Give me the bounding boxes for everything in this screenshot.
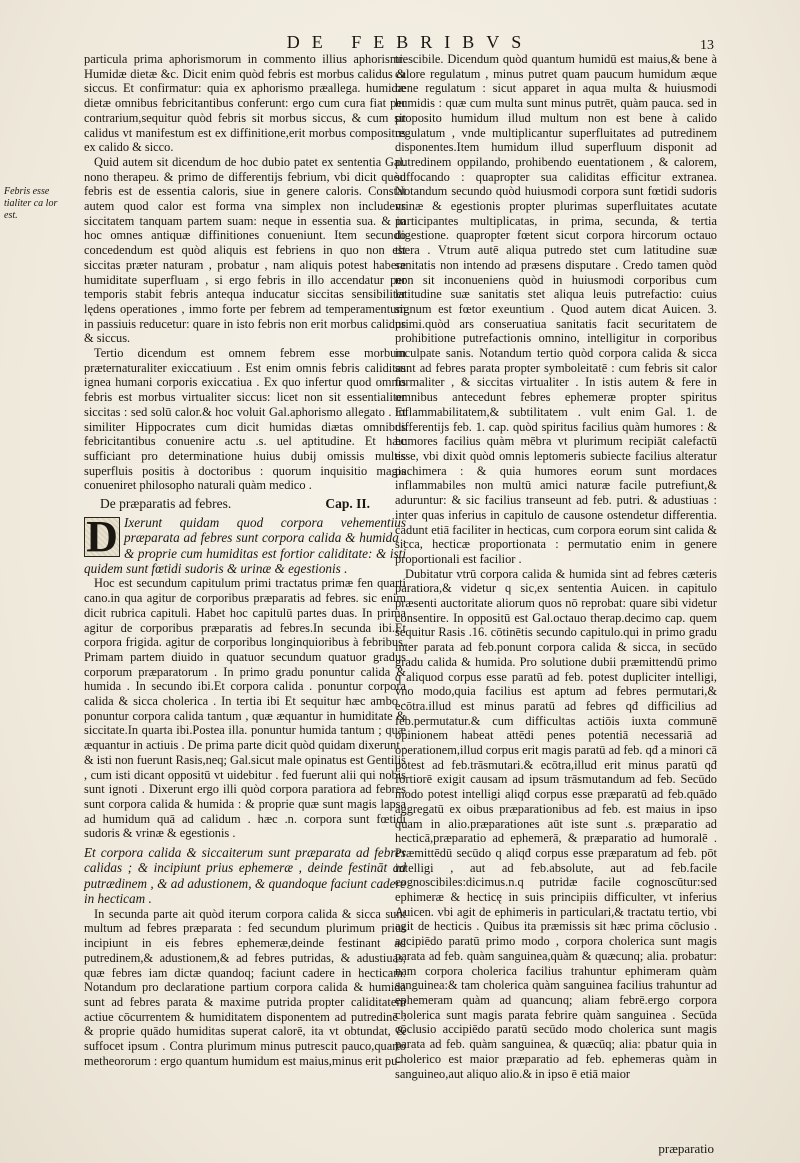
paragraph: trescibile. Dicendum quòd quantum humidū est maius,& bene à calore regulatum , minus putret quam paucum humidum æque bene regulatum : sicut apparet in aqua multa & huiusmodi humidis : quæ cum multa sunt minus putrēt, quàm pauca. sed in proposito humidum illud multum non est bene à calido regulatum , vnde multiplicantur superfluitates ad putredinem disponentes.Item humidum illud superfluum disponit ad putredinem oppilando, prohibendo euentationem , & calorem, suffocando : quapropter sua caliditas efficitur extranea. Notandum secundo quòd huiusmodi corpora sunt fœtidi sudoris vrinæ & egestionis propter plurimas superfluitates acutate participantes multiplicatas, in prima, secunda, & tertia digestione. quapropter fœtent sicut corpora hircorum octauo thera . Vtrum autē aliqua putredo stet cum latitudine suæ sanitatis non intendo ad præsens disputare . Credo tamen quòd non sit inconueniens quòd in huiusmodi corporibus cum latitudine suæ sanitatis stet aliqua leuis putrefactio: cuius signum est fœtor exeuntium . Quod autem dicat Auicen. 3. primi.quòd ars conseruatiua sanitatis facit securitatem de prohibitione putrefactionis omnino, intelligitur in corporibus inculpate sanis. Notandum tertio quòd corpora calida & sicca sunt ad febres parata propter symboleitatē : cum febris sit calor formaliter , & siccitas virtualiter . In istis autem & fere in omnibus antecedunt febres ephemeræ propter spiritus inflammabilitatem,& subtilitatem . vult enim Gal. 1. de differentijs feb. 1. cap. quòd spiritus facilius quàm humores : & humores facilius quàm mēbra vt plurimum recipiāt calefactū esse, vbi dixit quòd omnis leptomeris subiecte facilius alteratur pachimera : & quia humores eorum sunt mordaces inflammabiles non multū amici naturæ facile putrefiunt,& aduruntur: & sic facilius transeunt ad feb. putri. & adustiuas : inter quas inferius in capitulo de causone ostendetur differentia. cadunt etiā faciliter in hecticas, cum corpora eorum sint calida & sicca, hecticæ proportionata : permutatio enim in genere proportionali est facilior . bbox=[395, 52, 717, 566]
margin-note: Febris esse tialiter ca lor est. bbox=[4, 186, 58, 221]
drop-cap-initial: D bbox=[84, 517, 120, 557]
lemma-quotation: Et corpora calida & siccaiterum sunt præparata ad febres calidas ; & incipiunt prius ephemeræ , deinde festināt ad putrædinem , & ad adustionem, & quandoque faciunt cadere in hecticam . bbox=[84, 845, 406, 907]
lemma-text: Ixerunt quidam quod corpora vehementius præparata ad febres sunt corpora calida & humida , & proprie cum humiditas est fortior caliditate: & isti quidem sunt fœtidi sudoris & urinæ & egestionis . bbox=[84, 514, 406, 577]
right-column bbox=[395, 52, 717, 1081]
chapter-number: Cap. II. bbox=[325, 496, 370, 512]
paragraph: Dubitatur vtrū corpora calida & humida sint ad febres cæteris paratiora,& videtur q sic,ex sententia Auicen. in capitulo præsenti auctoritate aliorum quos nō reprobat: quare sibi videtur consentire. In oppositū est Gal.octauo therap.decimo cap. quem sequitur Rasis .16. cōtinētis secundo capitulo.qui in primo gradu inter parata ad feb.ponunt corpora calida & sicca, in secūdo gradu calida & humida. Pro solutione dubii præmittendū primo q aliquod corpus esse paratū ad feb. potest dupliciter intelligi, vno modo,quia facilius est aptum ad febres permutari,& ecōtra.illud est minus paratū ad febres qđ difficilius ad feb.permutatur.& cum difficultas actiōis iuxta communē opinionem habeat attēdi penes potentiā necessariā ad operationem,illud corpus erit magis paratū ad feb. qđ a minori cā potest ad feb.trāsmutari.& ecōtra,illud erit minus paratū qđ fortiorē exigit causam ad ipsum trāsmutandum ad feb. Secūdo modo potest intelligi aliqđ corpus esse præparatū ad feb.quādo aggregatū ex oibus præparationibus ad feb. est maius in ipso quam in alio.præparationes aūt iste sunt .s. præparatio ad hecticā,præparatio ad ephemerā, & præparatio ad humoralē . Præmittēdū secūdo q aliqđ corpus esse præparatum ad feb. pōt intelligi , aut ad feb.absolute, aut ad feb.facile cognoscibiles:dicimus.n.q putridæ facile cognoscūtur:sed ephimeræ & hecticę in suis principiis difficulter, vt inferius Auicen. vbi agit de ephimeris in particulari,& tractatu tertio, vbi agit de hecticis . Quibus ita præmissis sit hæc prima cōclusio . accipiēdo paratū primo modo , corpora cholerica sunt magis parata ad feb. quàm sanguinea,quàm & quæcunq; alia. probatur: nam corpora cholerica facilius trahuntur ephimeram quàm sanguinea:& tam cholerica quàm sanguinea facilius trahuntur ad ephemeram quàm ad quancunq; aliam febrē.ergo corpora cholerica sunt magis parata febrire quàm sanguinea . Secūda cōclusio accipiēdo paratū secūdo modo cholerica sunt magis parata ad feb. quàm sanguinea, & quæcūq; alia: pbatur quia in cholerico est maior præparatio ad feb. ephemeras quàm in sanguineo,aut aliquo alio.& in ipso ē etiā maior bbox=[395, 566, 717, 1081]
chapter-heading bbox=[84, 497, 406, 512]
paragraph: Quid autem sit dicendum de hoc dubio patet ex sententia Gal. nono therapeu. & primo de differentijs febrium, vbi dicit quòd febris est de essentia caloris, siue in genere caloris. Constat autem quod calor est forma vna simplex non includens siccitatem tanquam partem suam: neque in essentia sua. & in hoc omnes antiquæ diffinitiones conueniunt. Item secundo concedendum est quòd aliquis est febriens in quo non est siccitas præter naturam , probatur , nam aliquis potest habere humiditate superfluam , si ergo febris in illo accendatur per temporis stabit febris antequa inducatur siccitas sensibiliter lędens operationes , immo forte per febrem ad temperamentum in passiuis reducetur: quare in isto febris non erit morbus calidus & siccus. bbox=[84, 154, 406, 346]
paragraph: Hoc est secundum capitulum primi tractatus primæ fen quarti cano.in qua agitur de corporibus præparatis ad febres. sic enim dicit rubrica capituli. Habet hoc capitulū partes duas. In prima agitur de corporibus præparatis ad febres.In secunda ibi.Et corpora frigida. agitur de corporibus longinquioribus à febribus. Primam partem diuido in quatuor secundum quatuor gradus corporum præparatorum . In primo gradu ponuntur calida & humida . In secundo ibi.Et corpora calida . ponuntur corpora calida & sicca cholerica . In tertia ibi Et sequitur hæc ambo . ponuntur corpora calida tantum , quæ æquantur in humiditate & siccitate.In quarta ibi.Postea illa. ponuntur humida tantum ; quæ æquantur in actiuis . De prima parte dicit quòd quidam dixerunt . & isti non fuerunt Rasis,neq; Gal.sicut male opinatus est Gentilis , cum isti dicant oppositū vt uidebitur . fed fuerunt alii qui nobis sunt ignoti . Dixerunt ergo illi quòd corpora paratiora ad febres sunt corpora calida & humida : & proprie quæ sunt magis lapsa ad humidum quā ad calidum . hæc .n. corpora sunt fœtidi sudoris & vrinæ & egestionis . bbox=[84, 576, 406, 841]
paragraph: In secunda parte ait quòd iterum corpora calida & sicca sunt multum ad febres præparata : fed secundum plurimum prius incipiunt in eis febres ephemeræ,deinde festinant ad putredinem,& adustionem,& ad febres putridas, & adustiuas, quæ febres iam dictæ quandoq; faciunt cadere in hecticam. Notandum pro declaratione partium corpora calida & humida sunt ad febres parata & maxime putrida propter caliditatem actiue cōcurrentem & humiditatem disponentem ad putredinē : & proprie quādo humiditas superat calorē, ita vt obtundat, & suffocet ipsum . Contra plurimum minus putrescit pauco,quarto metheororum : ergo quantum humidum est maius,minus erit pu- bbox=[84, 906, 406, 1068]
page-number: 13 bbox=[700, 38, 714, 53]
left-column bbox=[84, 52, 406, 1068]
catchword: præparatio bbox=[658, 1141, 714, 1156]
paragraph: Tertio dicendum est omnem febrem esse morbum præternaturaliter exiccatiuum . Est enim omnis febris caliditas ignea humani corporis exiccatiua . Ex quo infertur quod omnis febris est morbus virtualiter siccus: licet non sit essentialiter siccitas : sed solū calor.& hoc voluit Gal.aphorismo allegato . Et similiter Hippocrates cum dicit humidas diætas omnibus febricitantibus conuenire actu .s. uel aptitudine. Et hæc sufficiant pro determinatione huius dubij omissis multis superfluis positis à doctoribus : quorum inquisitio magis conueniret philosopho naturali quàm medico . bbox=[84, 346, 406, 493]
paragraph: particula prima aphorismorum in commento illius aphorismi. Humidæ dietæ &c. Dicit enim quòd febris est morbus calidus & siccus. Et confirmatur: quia ex aphorismo præallega. humidæ dietæ omnibus febricitantibus conferunt: ergo cum cura fiat per contrarium,sequitur quòd febris sit morbus siccus, & cum sit calidus vt manifestum est ex diffinitione,erit morbus compositus ex calido & sicco. bbox=[84, 52, 406, 155]
lemma-quotation bbox=[84, 511, 406, 577]
running-head: DE FEBRIBVS bbox=[286, 32, 534, 52]
chapter-title: De præparatis ad febres. bbox=[100, 496, 232, 512]
